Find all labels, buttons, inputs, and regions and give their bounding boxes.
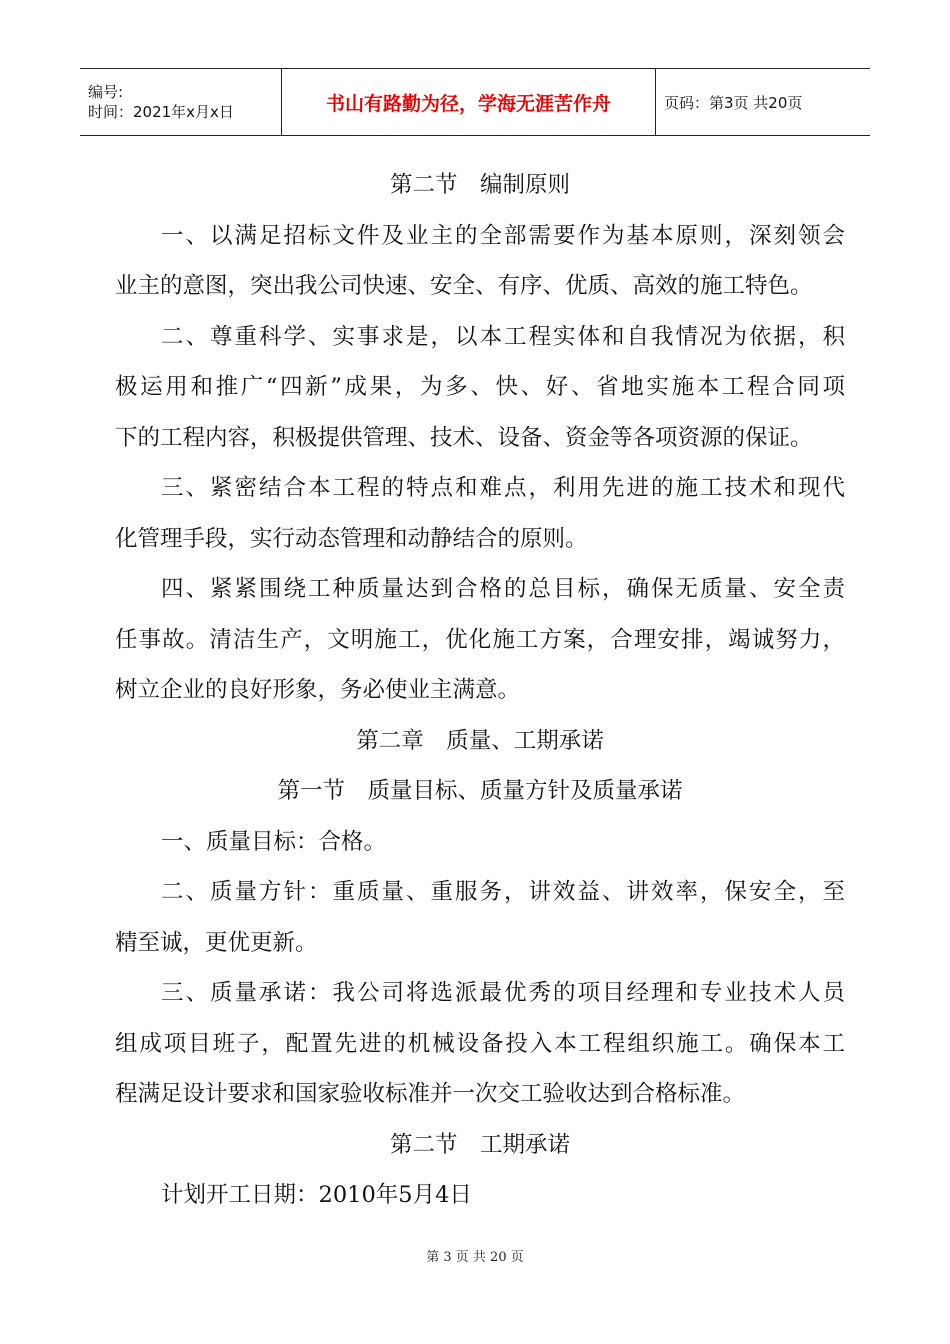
body-line: 业主的意图，突出我公司快速、安全、有序、优质、高效的施工特色。 — [115, 273, 813, 299]
page-header — [80, 68, 870, 136]
header-motto-cell — [282, 69, 656, 135]
section-title: 第一节 质量目标、质量方针及质量承诺 — [277, 778, 683, 804]
body-line: 四、紧紧围绕工种质量达到合格的总目标，确保无质量、安全责 — [161, 576, 845, 602]
body-line: 任事故。清洁生产，文明施工，优化施工方案，合理安排，竭诚努力， — [115, 626, 845, 653]
body-line: 一、以满足招标文件及业主的全部需要作为基本原则，深刻领会 — [161, 222, 845, 249]
body-line: 化管理手段，实行动态管理和动静结合的原则。 — [115, 525, 588, 552]
chapter-title: 第二章 质量、工期承诺 — [356, 727, 604, 754]
body-line: 三、质量承诺：我公司将选派最优秀的项目经理和专业技术人员 — [161, 980, 845, 1006]
body-line: 树立企业的良好形象，务必使业主满意。 — [115, 677, 521, 703]
section-title: 第二节 工期承诺 — [389, 1131, 570, 1158]
header-left-cell — [80, 69, 282, 135]
body-line: 第二节 编制原则 — [389, 172, 570, 198]
header-page-cell — [656, 69, 870, 135]
page-footer: 第 3 页 共 20 页 — [426, 1250, 524, 1265]
body-line: 精至诚，更优更新。 — [115, 929, 318, 956]
body-line: 程满足设计要求和国家验收标准并一次交工验收达到合格标准。 — [115, 1081, 746, 1107]
body-line: 一、质量目标：合格。 — [161, 828, 387, 855]
document-number-label: 编号: — [88, 83, 124, 101]
body-line: 二、尊重科学、实事求是，以本工程实体和自我情况为依据，积 — [161, 323, 845, 350]
header-page-info: 页码：第3页 共20页 — [664, 93, 803, 112]
header-motto: 书山有路勤为径，学海无涯苦作舟 — [325, 92, 611, 115]
body-line: 组成项目班子，配置先进的机械设备投入本工程组织施工。确保本工 — [115, 1030, 845, 1057]
body-line: 二、质量方针：重质量、重服务，讲效益、讲效率，保安全，至 — [161, 879, 845, 905]
document-body — [115, 160, 845, 1221]
body-line: 下的工程内容，积极提供管理、技术、设备、资金等各项资源的保证。 — [115, 424, 813, 451]
body-line: 三、紧密结合本工程的特点和难点，利用先进的施工技术和现代 — [161, 475, 845, 501]
body-line: 极运用和推广“四新”成果，为多、快、好、省地实施本工程合同项 — [115, 374, 845, 400]
document-date: 时间：2021年x月x日 — [88, 103, 234, 121]
body-line: 计划开工日期：2010年5月4日 — [161, 1182, 472, 1208]
